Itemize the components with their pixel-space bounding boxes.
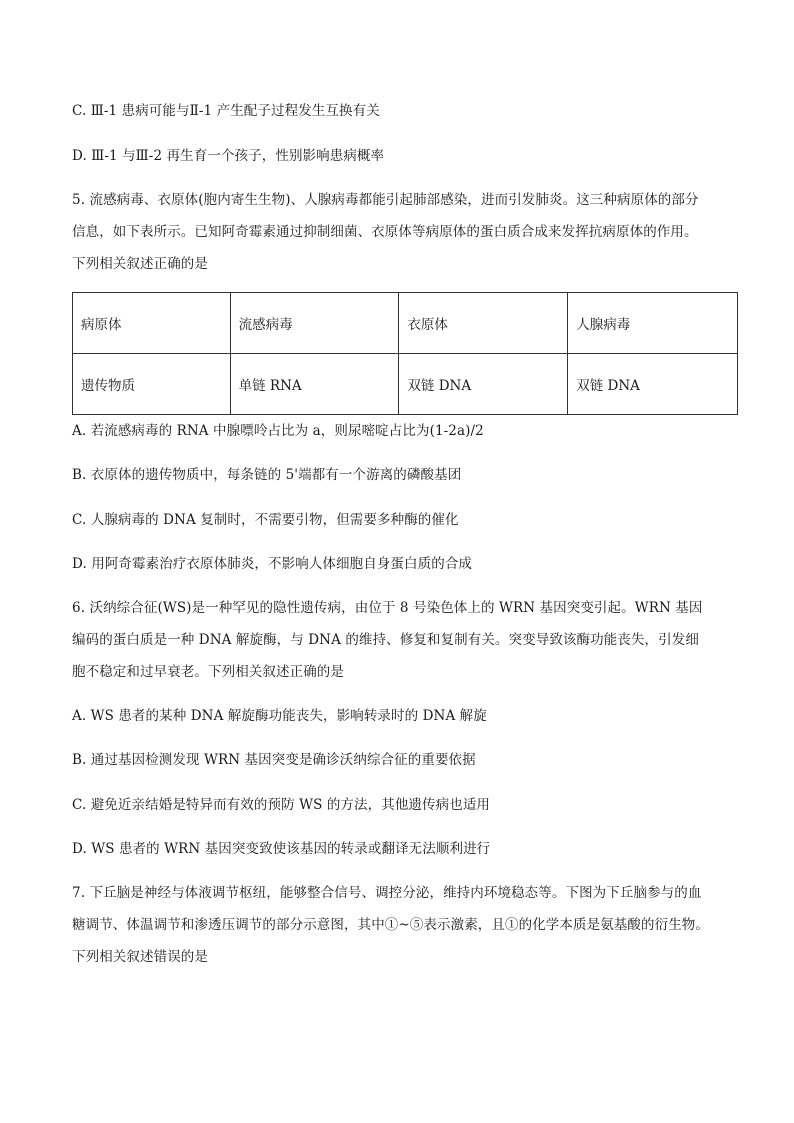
table-header-cell: 流感病毒 — [230, 293, 399, 354]
q6-option-c: C. 避免近亲结婚是特异而有效的预防 WS 的方法，其他遗传病也适用 — [72, 797, 491, 813]
q5-option-a: A. 若流感病毒的 RNA 中腺嘌呤占比为 a，则尿嘧啶占比为(1-2a)/2 — [72, 423, 484, 439]
q6-option-d: D. WS 患者的 WRN 基因突变致使该基因的转录或翻译无法顺利进行 — [72, 841, 491, 857]
table-cell: 双链 DNA — [568, 354, 738, 415]
q5-stem-line-1: 5. 流感病毒、衣原体(胞内寄生生物)、人腺病毒都能引起肺部感染，进而引发肺炎。这三种病原体的部分 — [72, 192, 699, 208]
table-cell: 单链 RNA — [230, 354, 399, 415]
q6-stem-line-1: 6. 沃纳综合征(WS)是一种罕见的隐性遗传病，由位于 8 号染色体上的 WRN 基因突变引起。WRN 基因 — [72, 600, 703, 616]
q4-option-c: C. Ⅲ-1 患病可能与Ⅱ-1 产生配子过程发生互换有关 — [72, 103, 380, 119]
q5-stem-line-3: 下列相关叙述正确的是 — [72, 256, 208, 272]
table-header-cell: 衣原体 — [399, 293, 568, 354]
q5-stem-line-2: 信息，如下表所示。已知阿奇霉素通过抑制细菌、衣原体等病原体的蛋白质合成来发挥抗病原体的作用。 — [72, 224, 698, 240]
q7-stem-line-1: 7. 下丘脑是神经与体液调节枢纽，能够整合信号、调控分泌，维持内环境稳态等。下图为下丘脑参与的血 — [72, 885, 702, 901]
q7-stem-line-3: 下列相关叙述错误的是 — [72, 949, 208, 965]
q5-option-b: B. 衣原体的遗传物质中，每条链的 5'端都有一个游离的磷酸基团 — [72, 467, 462, 483]
table-header-cell: 病原体 — [73, 293, 231, 354]
q7-stem-line-2: 糖调节、体温调节和渗透压调节的部分示意图，其中①~⑤表示激素，且①的化学本质是氨基酸的衍生物。 — [72, 917, 710, 933]
q6-option-a: A. WS 患者的某种 DNA 解旋酶功能丧失，影响转录时的 DNA 解旋 — [72, 708, 487, 724]
table-cell: 遗传物质 — [73, 354, 231, 415]
table-row — [73, 293, 738, 354]
table-row — [73, 354, 738, 415]
q4-option-d: D. Ⅲ-1 与Ⅲ-2 再生育一个孩子，性别影响患病概率 — [72, 148, 385, 164]
q5-option-c: C. 人腺病毒的 DNA 复制时，不需要引物，但需要多种酶的催化 — [72, 512, 459, 528]
q6-option-b: B. 通过基因检测发现 WRN 基因突变是确诊沃纳综合征的重要依据 — [72, 752, 476, 768]
pathogen-table — [72, 292, 738, 415]
table-cell: 双链 DNA — [399, 354, 568, 415]
q6-stem-line-2: 编码的蛋白质是一种 DNA 解旋酶，与 DNA 的维持、修复和复制有关。突变导致该酶功能丧失，引发细 — [72, 632, 699, 648]
q6-stem-line-3: 胞不稳定和过早衰老。下列相关叙述正确的是 — [72, 664, 344, 680]
table-header-cell: 人腺病毒 — [568, 293, 738, 354]
q5-option-d: D. 用阿奇霉素治疗衣原体肺炎，不影响人体细胞自身蛋白质的合成 — [72, 556, 473, 572]
